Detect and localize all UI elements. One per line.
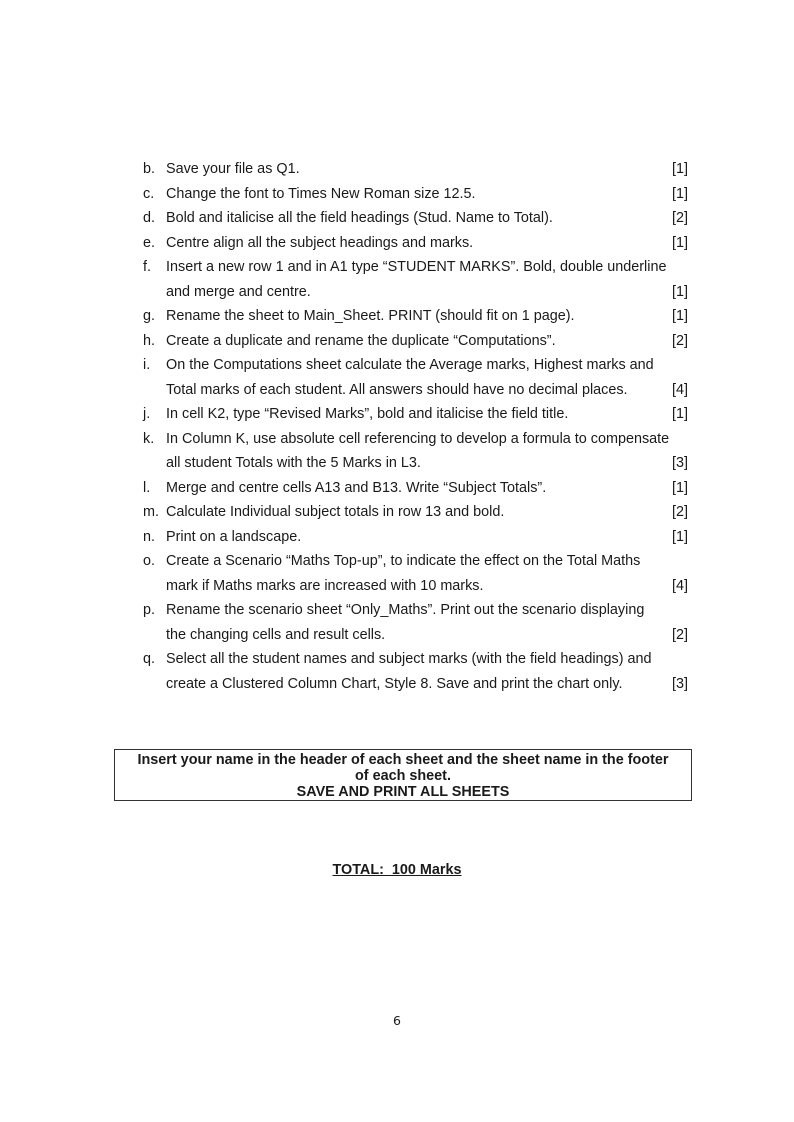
question-text: Rename the sheet to Main_Sheet. PRINT (should fit on 1 page). <box>166 308 575 324</box>
question-letter: e. <box>143 234 156 251</box>
question-mark: [2] <box>672 210 688 226</box>
question-item <box>143 206 688 231</box>
question-letter: h. <box>143 332 156 349</box>
question-line <box>166 549 688 574</box>
question-mark: [4] <box>672 577 688 594</box>
question-text: Calculate Individual subject totals in row 13 and bold. <box>166 504 505 520</box>
question-mark: [1] <box>672 406 688 422</box>
question-letter: k. <box>143 430 155 447</box>
instructions-line-2: of each sheet. <box>355 768 451 784</box>
question-item <box>143 304 688 329</box>
question-body <box>166 549 688 598</box>
question-line <box>166 157 688 182</box>
question-mark: [1] <box>672 479 688 496</box>
total-marks: TOTAL: 100 Marks <box>332 862 462 878</box>
question-mark: [1] <box>672 283 688 300</box>
question-line <box>166 329 688 354</box>
question-item <box>143 598 688 647</box>
question-mark: [2] <box>672 626 688 643</box>
question-body <box>166 525 688 550</box>
question-letter: f. <box>143 259 151 275</box>
question-item <box>143 157 688 182</box>
question-body <box>166 500 688 525</box>
question-line <box>166 182 688 207</box>
question-line <box>166 353 688 378</box>
question-line <box>166 427 688 452</box>
question-text: Change the font to Times New Roman size 12.5. <box>166 185 476 202</box>
question-line <box>166 672 688 697</box>
question-text: Save your file as Q1. <box>166 161 300 177</box>
question-item <box>143 353 688 402</box>
question-text: Bold and italicise all the field headings (Stud. Name to Total). <box>166 210 553 226</box>
question-letter: m. <box>143 504 159 520</box>
question-item <box>143 255 688 304</box>
question-item <box>143 427 688 476</box>
question-body <box>166 598 688 647</box>
question-body <box>166 206 688 231</box>
question-item <box>143 402 688 427</box>
question-text: Insert a new row 1 and in A1 type “STUDENT MARKS”. Bold, double underline <box>166 259 667 275</box>
question-letter: g. <box>143 308 156 324</box>
question-item <box>143 500 688 525</box>
instructions-line-3: SAVE AND PRINT ALL SHEETS <box>296 784 510 800</box>
question-mark: [4] <box>672 381 688 398</box>
question-body <box>166 647 688 696</box>
question-body <box>166 231 688 256</box>
question-mark: [3] <box>672 675 688 692</box>
question-mark: [2] <box>672 504 688 520</box>
question-line <box>166 598 688 623</box>
question-letter: q. <box>143 651 156 667</box>
question-line <box>166 623 688 648</box>
question-text: Create a Scenario “Maths Top-up”, to indicate the effect on the Total Maths <box>166 553 641 569</box>
question-line <box>166 255 688 280</box>
question-letter: o. <box>143 553 156 569</box>
question-mark: [1] <box>672 185 688 202</box>
question-text: create a Clustered Column Chart, Style 8. Save and print the chart only. <box>166 675 623 692</box>
page-number: 6 <box>393 1013 401 1028</box>
instructions-line-1: Insert your name in the header of each sheet and the sheet name in the footer <box>137 752 669 768</box>
question-text: Merge and centre cells A13 and B13. Write “Subject Totals”. <box>166 479 547 496</box>
question-mark: [1] <box>672 161 688 177</box>
question-line <box>166 574 688 599</box>
question-body <box>166 304 688 329</box>
question-body <box>166 329 688 354</box>
question-line <box>166 525 688 550</box>
question-letter: p. <box>143 602 156 618</box>
question-line <box>166 304 688 329</box>
question-line <box>166 451 688 476</box>
question-text: and merge and centre. <box>166 283 311 300</box>
question-body <box>166 353 688 402</box>
question-item <box>143 647 688 696</box>
question-text: Print on a landscape. <box>166 528 302 545</box>
question-list <box>143 157 688 696</box>
question-text: all student Totals with the 5 Marks in L3. <box>166 455 421 471</box>
question-mark: [1] <box>672 234 688 251</box>
question-letter: i. <box>143 357 151 373</box>
question-mark: [3] <box>672 455 688 471</box>
question-text: On the Computations sheet calculate the Average marks, Highest marks and <box>166 357 654 373</box>
question-body <box>166 255 688 304</box>
question-line <box>166 500 688 525</box>
question-text: Select all the student names and subject marks (with the field headings) and <box>166 651 652 667</box>
question-body <box>166 427 688 476</box>
question-letter: b. <box>143 161 156 177</box>
question-text: Total marks of each student. All answers should have no decimal places. <box>166 381 628 398</box>
question-item <box>143 329 688 354</box>
question-body <box>166 476 688 501</box>
question-text: Create a duplicate and rename the duplicate “Computations”. <box>166 332 556 349</box>
question-line <box>166 402 688 427</box>
question-text: the changing cells and result cells. <box>166 626 386 643</box>
question-text: mark if Maths marks are increased with 10 marks. <box>166 577 484 594</box>
question-item <box>143 476 688 501</box>
question-text: In cell K2, type “Revised Marks”, bold and italicise the field title. <box>166 406 569 422</box>
question-text: Rename the scenario sheet “Only_Maths”. Print out the scenario displaying <box>166 602 645 618</box>
question-body <box>166 402 688 427</box>
question-line <box>166 647 688 672</box>
question-mark: [1] <box>672 528 688 545</box>
question-mark: [2] <box>672 332 688 349</box>
question-text: In Column K, use absolute cell referencing to develop a formula to compensate <box>166 430 670 447</box>
question-text: Centre align all the subject headings and marks. <box>166 234 474 251</box>
question-letter: n. <box>143 528 156 545</box>
instructions-box <box>114 749 692 801</box>
question-body <box>166 182 688 207</box>
question-line <box>166 280 688 305</box>
question-letter: j. <box>143 406 151 422</box>
question-letter: l. <box>143 479 151 496</box>
question-line <box>166 476 688 501</box>
question-item <box>143 231 688 256</box>
question-letter: d. <box>143 210 156 226</box>
question-line <box>166 378 688 403</box>
question-letter: c. <box>143 185 155 202</box>
question-item <box>143 525 688 550</box>
question-line <box>166 206 688 231</box>
question-line <box>166 231 688 256</box>
question-item <box>143 182 688 207</box>
question-body <box>166 157 688 182</box>
question-item <box>143 549 688 598</box>
question-mark: [1] <box>672 308 688 324</box>
